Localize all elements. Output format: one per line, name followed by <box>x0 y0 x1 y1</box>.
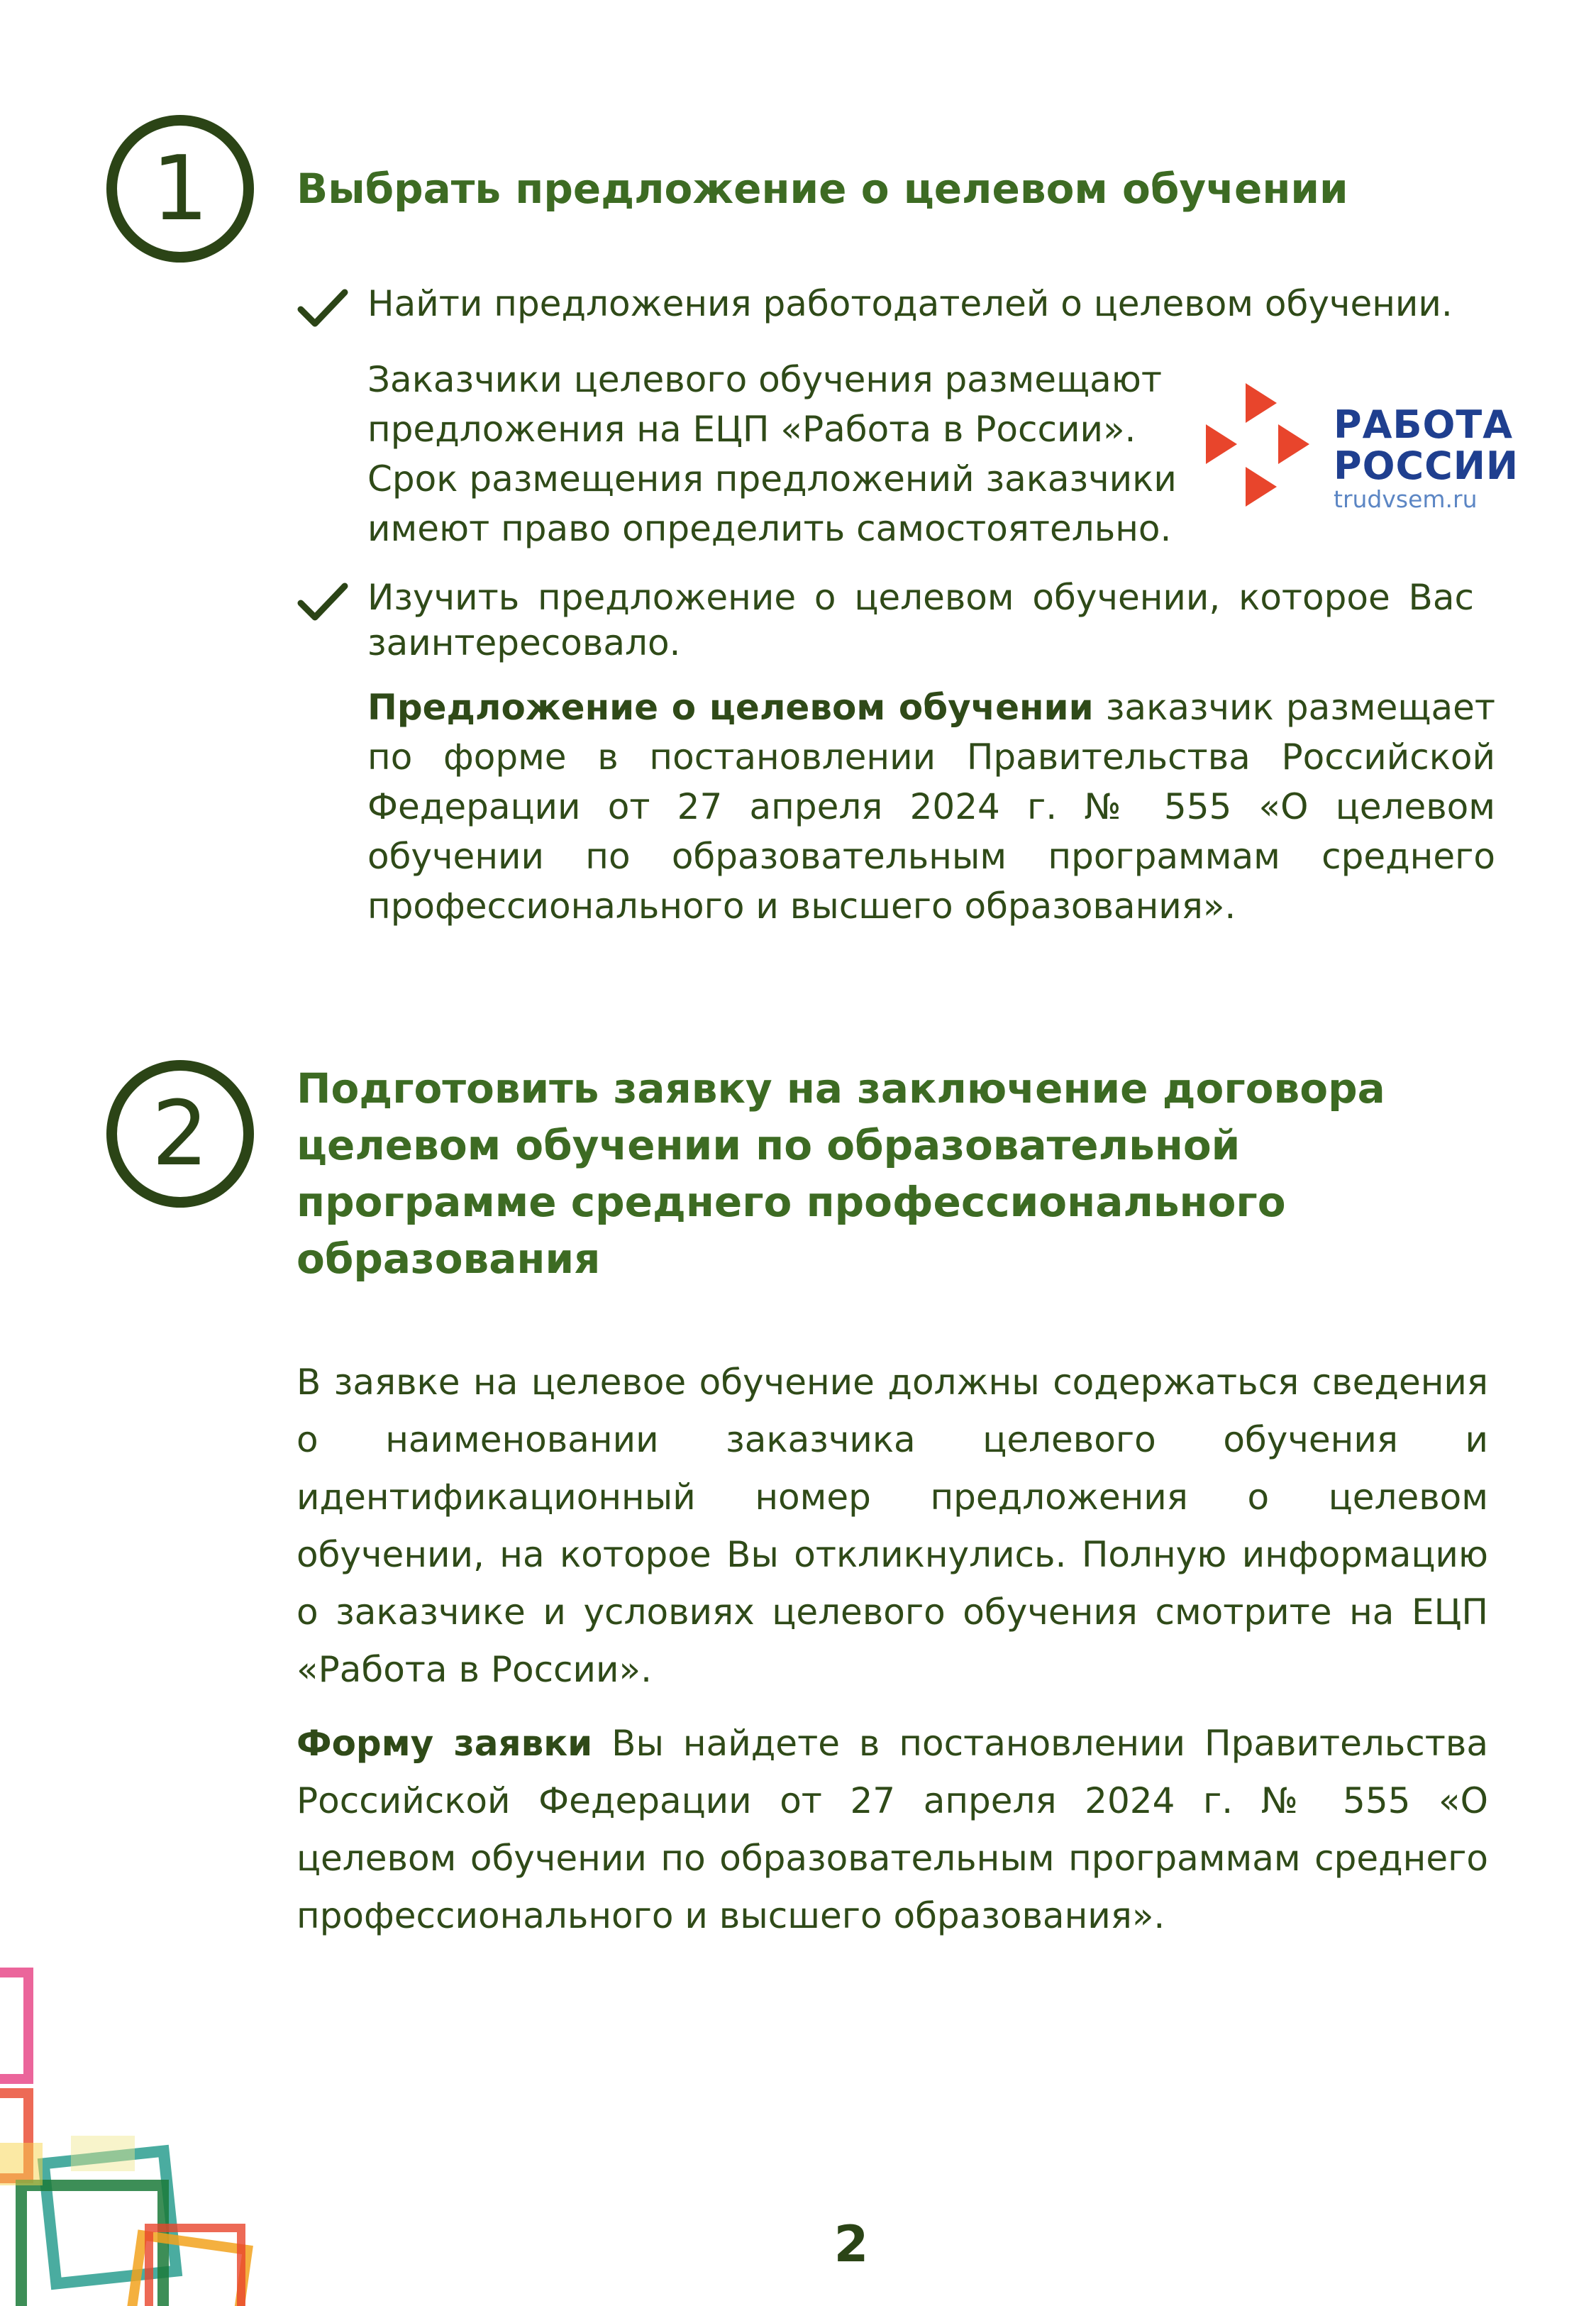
section-1-title: Выбрать предложение о целевом обучении <box>297 165 1348 213</box>
section-2-title: Подготовить заявку на заключение договора целевом обучении по образовательной программе среднего профессионального образования <box>297 1064 1385 1283</box>
section-2-paragraph-2 <box>297 1715 1488 1945</box>
logo-line-2: РОССИИ <box>1334 443 1519 488</box>
page-number: 2 <box>833 2215 869 2273</box>
checkmark-icon <box>297 580 349 623</box>
logo-line-1: РАБОТА <box>1334 402 1514 447</box>
logo-url: trudvsem.ru <box>1334 485 1478 513</box>
step-1-item-2: Изучить предложение о целевом обучении, которое Вас заинтересовало. <box>367 577 1474 663</box>
step-1-item-1: Найти предложения работодателей о целевом обучении. <box>367 283 1453 324</box>
paragraph-2-bold: Форму заявки <box>297 1723 593 1764</box>
step-1-item-2-detail <box>367 683 1495 931</box>
checkmark-icon <box>297 287 349 329</box>
paragraph-2-text: Вы найдете в постановлении Правительства Российской Федерации от 27 апреля 2024 г. № 555 «О целевом обучении по образовательным программам среднего профессионального и высшего образования». <box>297 1723 1488 1936</box>
step-1-item-1-detail: Заказчики целевого обучения размещают предложения на ЕЦП «Работа в России». Срок размещения предложений заказчики имеют право определить самостоятельно. <box>367 359 1177 549</box>
section-2-paragraph-1: В заявке на целевое обучение должны содержаться сведения о наименовании заказчика целевого обучения и идентификационный номер предложения о целевом обучении, на которое Вы откликнулись. Полную информацию о заказчике и условиях целевого обучения смотрите на ЕЦП «Работа в России». <box>297 1362 1488 1690</box>
section-number-2: 2 <box>106 1060 254 1208</box>
item-2-detail-text: заказчик размещает по форме в постановлении Правительства Российской Федерации от 27 апреля 2024 г. № 555 «О целевом обучении по образовательным программам среднего профессионального и высшего образования». <box>367 687 1496 927</box>
item-2-detail-bold: Предложение о целевом обучении <box>367 687 1094 728</box>
section-number-1: 1 <box>106 115 254 263</box>
